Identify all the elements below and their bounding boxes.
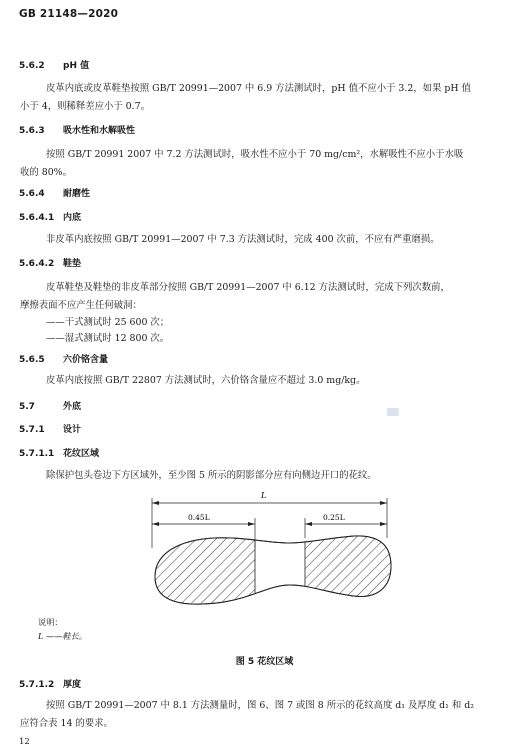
paragraph-chromium: 皮革内底按照 GB/T 22807 方法测试时，六价铬含量应不超过 3.0 mg/kg。 xyxy=(46,375,366,386)
paragraph-tread-area: 除保护包头卷边下方区域外，至少图 5 所示的阴影部分应有向侧边开口的花纹。 xyxy=(46,470,377,481)
paragraph-absorption: 按照 GB/T 20991 2007 中 7.2 方法测试时，吸水性不应小于 70 mg/cm²，水解吸性不应小于水吸 收的 80%。 xyxy=(20,149,464,178)
section-heading-5-7-1: 5.7.1 设计 xyxy=(19,425,82,435)
paragraph-thickness: 按照 GB/T 20991—2007 中 8.1 方法测量时，图 6、图 7 或图 8 所示的花纹高度 d₁ 及厚度 d₁ 和 d₂ 应符合表 14 的要求。 xyxy=(20,700,475,729)
list-item-dry-test: ——干式测试时 25 600 次； xyxy=(46,317,170,328)
section-heading-5-7-1-1: 5.7.1.1 花纹区域 xyxy=(19,449,100,459)
dimension-total-label: L xyxy=(261,491,267,500)
dimension-right-label: 0.25L xyxy=(323,513,345,522)
section-heading-5-6-3: 5.6.3 吸水性和水解吸性 xyxy=(19,126,136,136)
paragraph-insock-abrasion: 皮革鞋垫及鞋垫的非皮革部分按照 GB/T 20991—2007 中 6.12 方法测试时，完成下列次数前， 摩擦表面不应产生任何破洞： xyxy=(20,282,450,311)
section-heading-5-7: 5.7 外底 xyxy=(19,402,82,412)
section-heading-5-6-4-2: 5.6.4.2 鞋垫 xyxy=(19,259,82,269)
section-heading-5-7-1-2: 5.7.1.2 厚度 xyxy=(19,680,82,690)
list-item-wet-test: ——湿式测试时 12 800 次。 xyxy=(46,333,170,344)
paragraph-ph: 皮革内底或皮革鞋垫按照 GB/T 20991—2007 中 6.9 方法测试时，pH 值不应小于 3.2，如果 pH 值 小于 4，则稀释差应小于 0.7。 xyxy=(20,83,471,112)
page-number: 12 xyxy=(19,737,30,747)
figure-note-line: L ——鞋长。 xyxy=(38,631,87,641)
section-heading-5-6-4: 5.6.4 耐磨性 xyxy=(19,189,91,199)
figure-caption: 图 5 花纹区域 xyxy=(235,657,294,667)
section-heading-5-6-5: 5.6.5 六价铬含量 xyxy=(19,355,109,365)
section-heading-5-6-2: 5.6.2 pH 值 xyxy=(19,61,90,71)
standard-code: GB 21148—2020 xyxy=(19,8,119,20)
section-heading-5-6-4-1: 5.6.4.1 内底 xyxy=(19,213,82,223)
figure-tread-area xyxy=(140,486,400,616)
watermark-stamp xyxy=(387,408,399,416)
figure-note-title: 说明： xyxy=(38,617,63,627)
dimension-left-label: 0.45L xyxy=(188,513,210,522)
paragraph-insole-abrasion: 非皮革内底按照 GB/T 20991—2007 中 7.3 方法测试时，完成 400 次前，不应有严重磨损。 xyxy=(46,234,440,245)
